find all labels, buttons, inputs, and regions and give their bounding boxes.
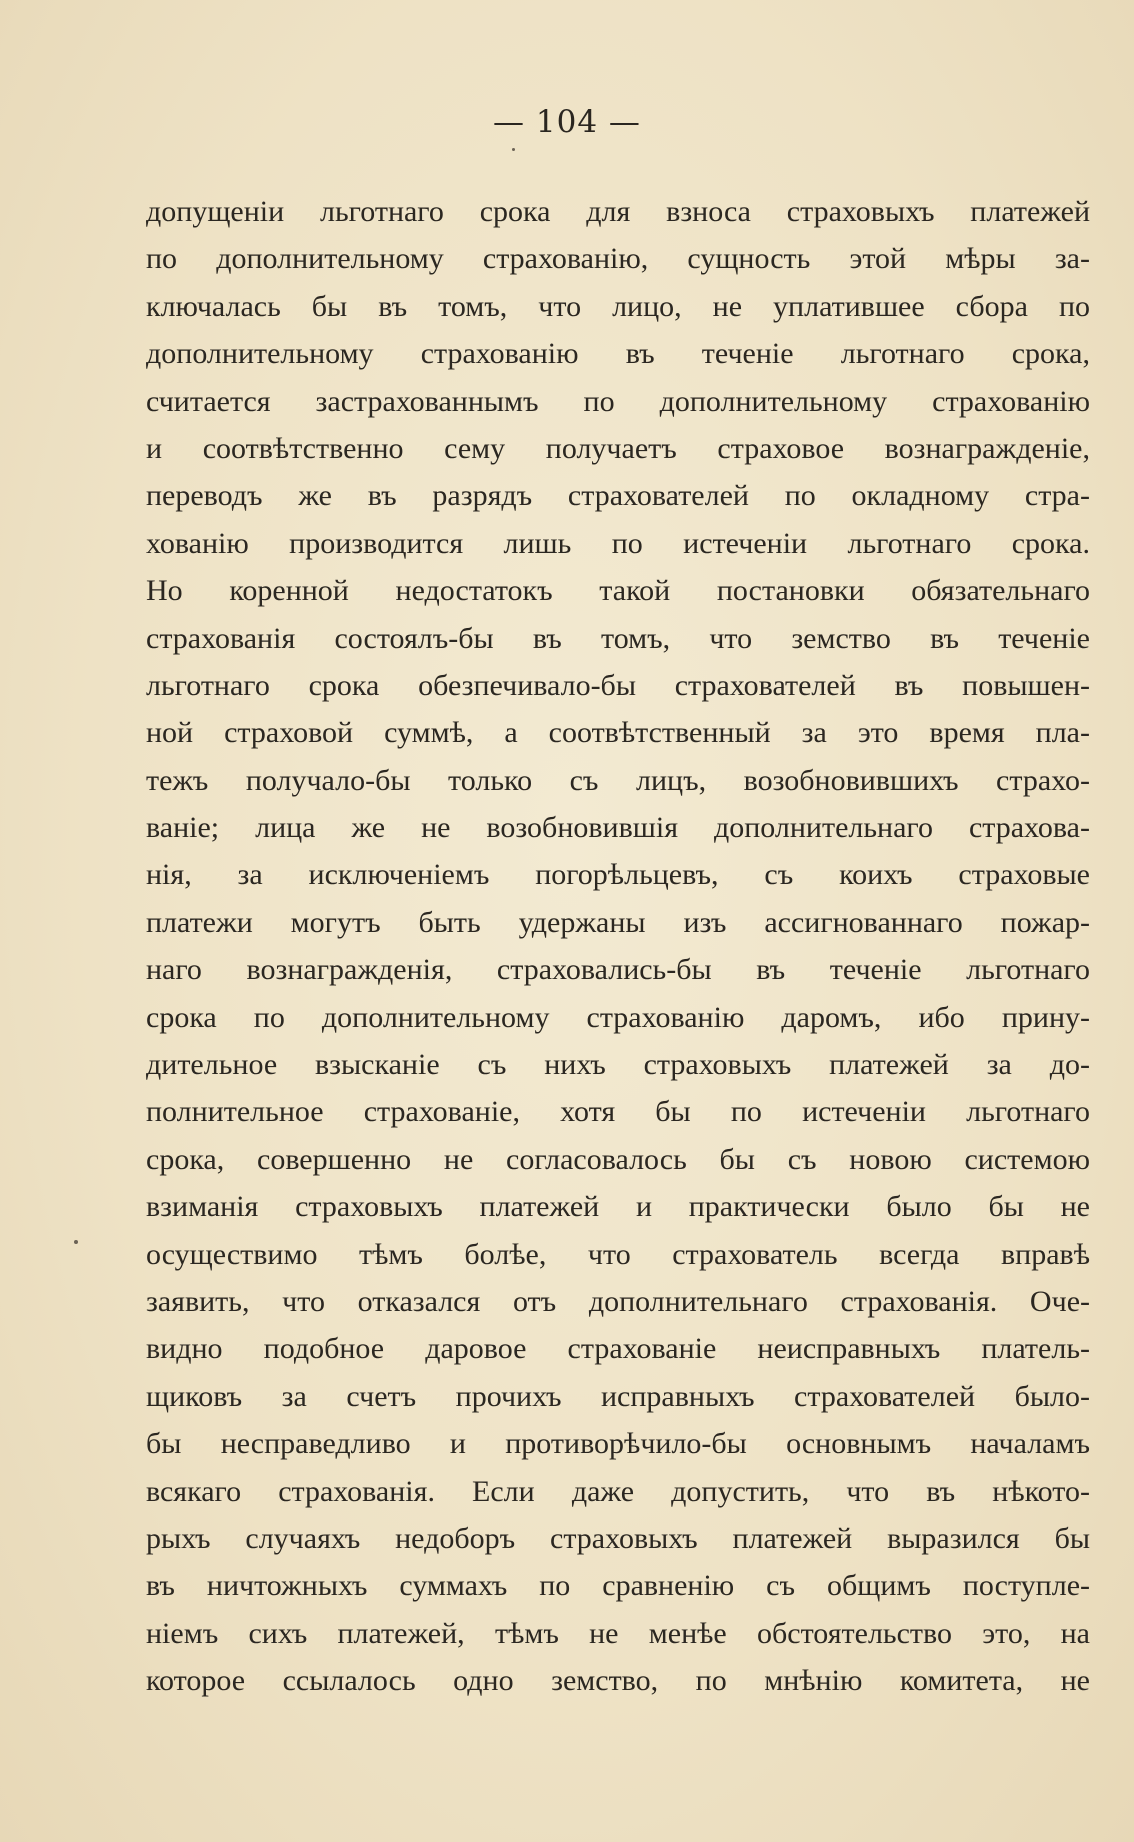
text-line: видно подобное даровое страхованіе неисправныхъ платель- — [146, 1332, 1090, 1366]
text-line: льготнаго срока обезпечивало-бы страхователей въ повышен- — [146, 668, 1090, 702]
text-line: наго вознагражденія, страховались-бы въ теченіе льготнаго — [146, 953, 1090, 987]
text-line: заявить, что отказался отъ дополнительнаго страхованія. Оче- — [146, 1284, 1090, 1318]
text-line: взиманія страховыхъ платежей и практически было бы не — [146, 1190, 1090, 1224]
text-line: и соотвѣтственно сему получаетъ страховое вознагражденіе, — [146, 431, 1090, 465]
text-line: бы несправедливо и противорѣчило-бы основнымъ началамъ — [146, 1427, 1090, 1461]
text-line: платежи могутъ быть удержаны изъ ассигнованнаго пожар- — [146, 905, 1090, 939]
paper-speck — [512, 148, 515, 151]
text-line: Но коренной недостатокъ такой постановки обязательнаго — [146, 574, 1090, 608]
text-line: всякаго страхованія. Если даже допустить, что въ нѣкото- — [146, 1474, 1090, 1508]
text-line: въ ничтожныхъ суммахъ по сравненію съ общимъ поступле- — [146, 1569, 1090, 1603]
paper-speck — [74, 1240, 78, 1244]
text-line: срока по дополнительному страхованію даромъ, ибо прину- — [146, 1000, 1090, 1034]
text-line: считается застрахованнымъ по дополнительному страхованію — [146, 384, 1090, 418]
text-line: ключалась бы въ томъ, что лицо, не уплатившее сбора по — [146, 289, 1090, 323]
text-line: дополнительному страхованію въ теченіе льготнаго срока, — [146, 337, 1090, 371]
text-line: ніемъ сихъ платежей, тѣмъ не менѣе обстоятельство это, на — [146, 1616, 1090, 1650]
text-line: допущеніи льготнаго срока для взноса страховыхъ платежей — [146, 195, 1090, 228]
text-line: срока, совершенно не согласовалось бы съ новою системою — [146, 1142, 1090, 1176]
text-line: рыхъ случаяхъ недоборъ страховыхъ платежей выразился бы — [146, 1521, 1090, 1555]
text-line: осуществимо тѣмъ болѣе, что страхователь всегда вправѣ — [146, 1237, 1090, 1271]
page-number: — 104 — — [493, 104, 641, 140]
text-line: хованію производится лишь по истеченіи льготнаго срока. — [146, 526, 1090, 560]
text-line: ной страховой суммѣ, а соотвѣтственный за это время пла- — [146, 716, 1090, 750]
text-line: дительное взысканіе съ нихъ страховыхъ платежей за до- — [146, 1048, 1090, 1082]
body-text — [146, 188, 1090, 1705]
text-line: тежъ получало-бы только съ лицъ, возобновившихъ страхо- — [146, 763, 1090, 797]
text-line: страхованія состоялъ-бы въ томъ, что земство въ теченіе — [146, 621, 1090, 655]
text-line: полнительное страхованіе, хотя бы по истеченіи льготнаго — [146, 1095, 1090, 1129]
text-line: щиковъ за счетъ прочихъ исправныхъ страхователей было- — [146, 1379, 1090, 1413]
text-line: нія, за исключеніемъ погорѣльцевъ, съ коихъ страховые — [146, 858, 1090, 892]
text-line: ваніе; лица же не возобновившія дополнительнаго страхова- — [146, 811, 1090, 845]
text-line: по дополнительному страхованію, сущность этой мѣры за- — [146, 242, 1090, 276]
text-line: переводъ же въ разрядъ страхователей по окладному стра- — [146, 479, 1090, 513]
text-line: которое ссылалось одно земство, по мнѣнію комитета, не — [146, 1664, 1090, 1698]
